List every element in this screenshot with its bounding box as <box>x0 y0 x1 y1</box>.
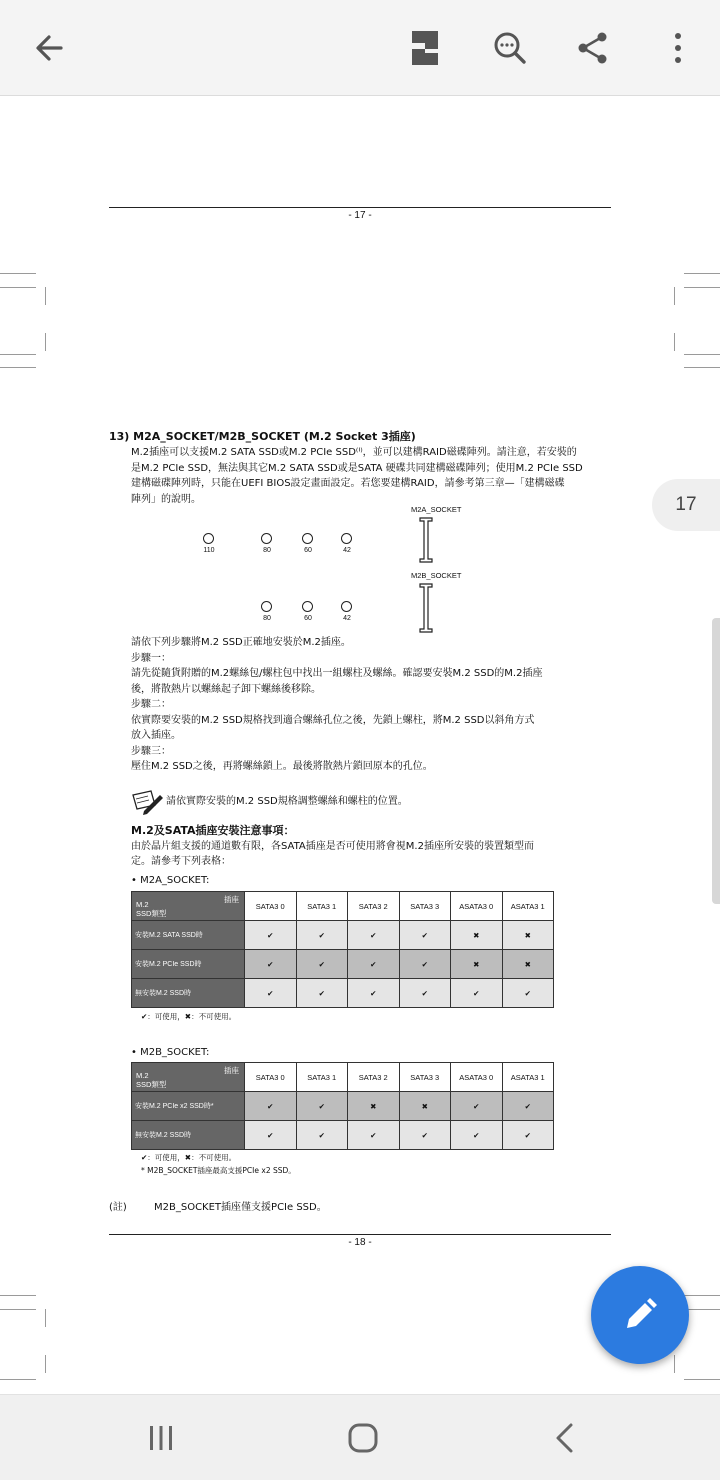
step-line: 步驟一： <box>131 652 171 664</box>
table-cell: ✔ <box>296 979 348 1008</box>
page-footer-rule <box>109 207 611 208</box>
sata-line: 由於晶片組支援的通道數有限，各SATA插座是否可使用將會視M.2插座所安裝的裝置類型而 <box>131 840 534 852</box>
system-nav-bar <box>0 1394 720 1480</box>
m2a-hole-110 <box>203 533 214 544</box>
edit-fab-button[interactable] <box>591 1266 689 1364</box>
table-cell: ✔ <box>245 1121 297 1150</box>
crop-mark <box>674 333 675 351</box>
crop-mark <box>684 287 720 288</box>
note-pencil-icon <box>130 789 164 815</box>
column-header: SATA3 2 <box>348 892 400 921</box>
arrow-left-icon[interactable] <box>25 24 73 72</box>
m2b-hole-42 <box>341 601 352 612</box>
m2b-hole-60 <box>302 601 313 612</box>
row-header: 安裝M.2 PCIe x2 SSD時* <box>132 1092 245 1121</box>
crop-mark <box>45 333 46 351</box>
intro-line: 是M.2 PCIe SSD，無法與其它M.2 SATA SSD或是SATA 硬碟共同建構磁碟陣列；使用M.2 PCIe SSD <box>131 462 583 474</box>
m2a-hole-80 <box>261 533 272 544</box>
table-row <box>132 979 554 1008</box>
crop-mark <box>684 367 720 368</box>
table-cell: ✔ <box>296 921 348 950</box>
m2b-hole-label: 42 <box>343 615 351 622</box>
table-corner-header <box>132 892 245 921</box>
table2-legend: ✔：可使用，✖：不可使用。 <box>141 1153 237 1162</box>
table1-legend: ✔：可使用，✖：不可使用。 <box>141 1012 237 1021</box>
scrollbar-thumb[interactable] <box>712 618 720 904</box>
m2a-hole-label: 110 <box>203 547 215 554</box>
page-number-17: - 17 - <box>348 210 372 221</box>
share-icon[interactable] <box>569 24 617 72</box>
crop-mark <box>684 1295 720 1296</box>
column-header: SATA3 1 <box>296 1063 348 1092</box>
remark-text: M2B_SOCKET插座僅支援PCIe SSD。 <box>154 1202 327 1213</box>
column-header: ASATA3 0 <box>451 1063 503 1092</box>
crop-mark <box>0 354 36 355</box>
table-cell: ✔ <box>502 1121 554 1150</box>
more-vertical-icon[interactable] <box>654 24 702 72</box>
corner-label-line: M.2 <box>136 900 149 909</box>
table-cell: ✔ <box>348 921 400 950</box>
corner-label-line: SSD類型 <box>136 909 167 918</box>
table-cell: ✔ <box>296 1092 348 1121</box>
nav-back-icon[interactable] <box>535 1413 595 1463</box>
table-cell: ✖ <box>399 1092 451 1121</box>
table-row <box>132 950 554 979</box>
table-cell: ✔ <box>348 979 400 1008</box>
sata-line: 定。請參考下列表格： <box>131 856 231 867</box>
crop-mark <box>0 367 36 368</box>
m2b-hole-80 <box>261 601 272 612</box>
table-cell: ✔ <box>348 1121 400 1150</box>
m2a-hole-label: 60 <box>304 547 312 554</box>
crop-mark <box>0 1295 36 1296</box>
section-heading <box>109 429 611 445</box>
table-cell: ✔ <box>245 979 297 1008</box>
row-header: 無安裝M.2 SSD時 <box>132 1121 245 1150</box>
crop-mark <box>0 1379 36 1380</box>
crop-mark <box>684 1309 720 1310</box>
crop-mark <box>0 273 36 274</box>
m2b-hole-label: 60 <box>304 615 312 622</box>
table-cell: ✔ <box>296 950 348 979</box>
m2a-hole-label: 42 <box>343 547 351 554</box>
table-cell: ✖ <box>451 921 503 950</box>
column-header: ASATA3 1 <box>502 1063 554 1092</box>
crop-mark <box>674 1355 675 1373</box>
recent-apps-icon[interactable] <box>131 1413 191 1463</box>
crop-mark <box>674 287 675 305</box>
m2b-hole-label: 80 <box>263 615 271 622</box>
step-line: 放入插座。 <box>131 730 181 741</box>
table-cell: ✔ <box>502 1092 554 1121</box>
table-corner-header <box>132 1063 245 1092</box>
row-header: 安裝M.2 SATA SSD時 <box>132 921 245 950</box>
table-row <box>132 1121 554 1150</box>
page-indicator[interactable]: 17 <box>652 479 720 531</box>
table-cell: ✔ <box>296 1121 348 1150</box>
sata-heading: M.2及SATA插座安裝注意事項： <box>131 824 295 837</box>
table-cell: ✔ <box>348 950 400 979</box>
column-header: ASATA3 1 <box>502 892 554 921</box>
install-steps <box>109 635 611 775</box>
intro-line: M.2插座可以支援M.2 SATA SSD或M.2 PCIe SSD⁽ᴵ⁾，並可以建構RAID磁碟陣列。請注意，若安裝的 <box>131 447 577 458</box>
table-row <box>132 1092 554 1121</box>
corner-label-line: M.2 <box>136 1071 149 1080</box>
column-header: SATA3 0 <box>245 1063 297 1092</box>
crop-mark <box>45 287 46 305</box>
m2a-hole-60 <box>302 533 313 544</box>
bookmark-page-icon[interactable] <box>401 24 449 72</box>
column-header: SATA3 1 <box>296 892 348 921</box>
crop-mark <box>684 1379 720 1380</box>
app-bar <box>0 0 720 96</box>
table-cell: ✔ <box>451 1121 503 1150</box>
crop-mark <box>0 287 36 288</box>
table2-title: • M2B_SOCKET: <box>131 1047 210 1058</box>
table-cell: ✖ <box>502 950 554 979</box>
m2a-hole-label: 80 <box>263 547 271 554</box>
table-cell: ✔ <box>245 921 297 950</box>
column-header: SATA3 2 <box>348 1063 400 1092</box>
table-cell: ✖ <box>451 950 503 979</box>
table-cell: ✔ <box>451 979 503 1008</box>
step-line: 後，將散熱片以螺絲起子卸下螺絲後移除。 <box>131 683 321 695</box>
corner-top-label: 插座 <box>224 895 239 904</box>
remark-label: (註) <box>109 1202 127 1213</box>
m2b-socket-label: M2B_SOCKET <box>411 571 462 580</box>
step-line: 步驟三： <box>131 745 171 757</box>
column-header: SATA3 3 <box>399 1063 451 1092</box>
step-line: 壓住M.2 SSD之後，再將螺絲鎖上。最後將散熱片鎖回原本的孔位。 <box>131 761 433 772</box>
step-line: 請先從隨貨附贈的M.2螺絲包/螺柱包中找出一組螺柱及螺絲。確認要安裝M.2 SSD的M.2插座 <box>131 668 543 679</box>
m2b-sata-table <box>131 1062 554 1150</box>
document-viewport[interactable] <box>0 97 720 1393</box>
step-line: 請依下列步驟將M.2 SSD正確地安裝於M.2插座。 <box>131 637 351 648</box>
table1-title: • M2A_SOCKET: <box>131 875 210 886</box>
column-header: SATA3 3 <box>399 892 451 921</box>
note-text: 請依實際安裝的M.2 SSD規格調整螺絲和螺柱的位置。 <box>166 796 408 807</box>
table-row <box>132 921 554 950</box>
table-cell: ✔ <box>245 950 297 979</box>
table-cell: ✖ <box>348 1092 400 1121</box>
page-number-18: - 18 - <box>348 1237 372 1248</box>
step-line: 依實際要安裝的M.2 SSD規格找到適合螺絲孔位之後，先鎖上螺柱，將M.2 SSD以斜角方式 <box>131 714 535 726</box>
search-icon[interactable] <box>486 24 534 72</box>
intro-paragraph <box>109 445 611 507</box>
sata-section <box>109 823 611 870</box>
step-line: 步驟二： <box>131 699 171 710</box>
table-cell: ✖ <box>502 921 554 950</box>
column-header: SATA3 0 <box>245 892 297 921</box>
crop-mark <box>0 1309 36 1310</box>
row-header: 無安裝M.2 SSD時 <box>132 979 245 1008</box>
m2a-sata-table <box>131 891 554 1008</box>
corner-top-label: 插座 <box>224 1066 239 1075</box>
crop-mark <box>684 354 720 355</box>
m2a-socket-label: M2A_SOCKET <box>411 505 462 514</box>
edit-pencil-icon <box>620 1295 660 1335</box>
row-header: 安裝M.2 PCIe SSD時 <box>132 950 245 979</box>
table-cell: ✔ <box>399 921 451 950</box>
intro-line: 陣列」的說明。 <box>131 493 201 505</box>
table-cell: ✔ <box>502 979 554 1008</box>
intro-line: 建構磁碟陣列時，只能在UEFI BIOS設定畫面設定。若您要建構RAID，請參考第三章—「建構磁碟 <box>131 478 565 489</box>
m2a-socket-graphic <box>419 517 433 563</box>
table-cell: ✔ <box>399 979 451 1008</box>
crop-mark <box>684 273 720 274</box>
corner-label-line: SSD類型 <box>136 1080 167 1089</box>
crop-mark <box>45 1355 46 1373</box>
column-header: ASATA3 0 <box>451 892 503 921</box>
crop-mark <box>45 1309 46 1327</box>
table-cell: ✔ <box>399 1121 451 1150</box>
table-cell: ✔ <box>399 950 451 979</box>
page-footer-rule <box>109 1234 611 1235</box>
m2b-socket-graphic <box>419 583 433 633</box>
table-cell: ✔ <box>451 1092 503 1121</box>
home-icon[interactable] <box>333 1413 393 1463</box>
heading-text: 13) M2A_SOCKET/M2B_SOCKET (M.2 Socket 3插座) <box>109 430 416 443</box>
table2-footnote: * M2B_SOCKET插座最高支援PCIe x2 SSD。 <box>141 1166 296 1175</box>
m2a-hole-42 <box>341 533 352 544</box>
table-cell: ✔ <box>245 1092 297 1121</box>
